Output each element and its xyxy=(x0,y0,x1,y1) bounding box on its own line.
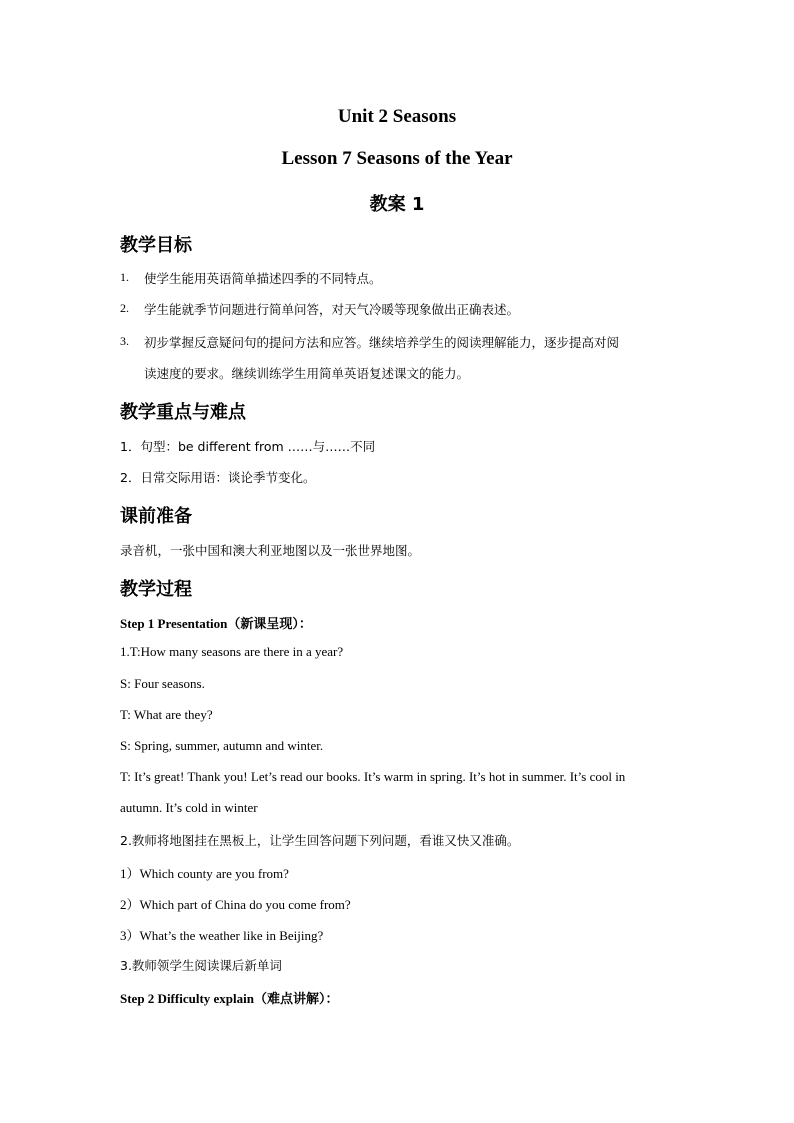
key-point-item: 1．句型：be different from ……与……不同 xyxy=(120,439,376,454)
process-line: 3.教师领学生阅读课后新单词 xyxy=(120,958,282,973)
process-line: T: What are they? xyxy=(120,707,213,722)
objective-item: 初步掌握反意疑问句的提问方法和应答。继续培养学生的阅读理解能力，逐步提高对阅 xyxy=(144,335,620,350)
objective-item: 学生能就季节问题进行简单问答，对天气冷暖等现象做出正确表述。 xyxy=(144,302,520,317)
objective-item-continued: 读速度的要求。继续训练学生用简单英语复述课文的能力。 xyxy=(144,366,470,381)
process-line: 1.T:How many seasons are there in a year? xyxy=(120,644,344,659)
process-line: 2.教师将地图挂在黑板上，让学生回答问题下列问题，看谁又快又准确。 xyxy=(120,833,520,848)
objective-number: 3. xyxy=(120,334,129,348)
process-line: S: Four seasons. xyxy=(120,676,205,691)
step2-heading: Step 2 Difficulty explain（难点讲解）： xyxy=(120,991,339,1006)
key-point-item: 2．日常交际用语：谈论季节变化。 xyxy=(120,470,316,485)
key-points-heading: 教学重点与难点 xyxy=(120,402,246,423)
process-line: 3）What’s the weather like in Beijing? xyxy=(120,928,324,943)
objective-item: 使学生能用英语简单描述四季的不同特点。 xyxy=(144,271,382,286)
process-line: autumn. It’s cold in winter xyxy=(120,800,258,815)
process-line: 1）Which county are you from? xyxy=(120,866,289,881)
process-line: 2）Which part of China do you come from? xyxy=(120,897,351,912)
preparation-heading: 课前准备 xyxy=(120,506,192,527)
preparation-text: 录音机，一张中国和澳大利亚地图以及一张世界地图。 xyxy=(120,543,421,558)
process-line: T: It’s great! Thank you! Let’s read our books. It’s warm in spring. It’s hot in summer. It’s cool in xyxy=(120,769,626,784)
process-heading: 教学过程 xyxy=(120,579,192,600)
unit-title: Unit 2 Seasons xyxy=(337,106,457,127)
objectives-heading: 教学目标 xyxy=(120,235,192,256)
objective-number: 2. xyxy=(120,301,129,315)
process-line: S: Spring, summer, autumn and winter. xyxy=(120,738,324,753)
lesson-title: Lesson 7 Seasons of the Year xyxy=(281,148,513,169)
step1-heading: Step 1 Presentation（新课呈现）： xyxy=(120,616,312,631)
plan-title: 教案 1 xyxy=(369,194,425,215)
objective-number: 1. xyxy=(120,270,129,284)
